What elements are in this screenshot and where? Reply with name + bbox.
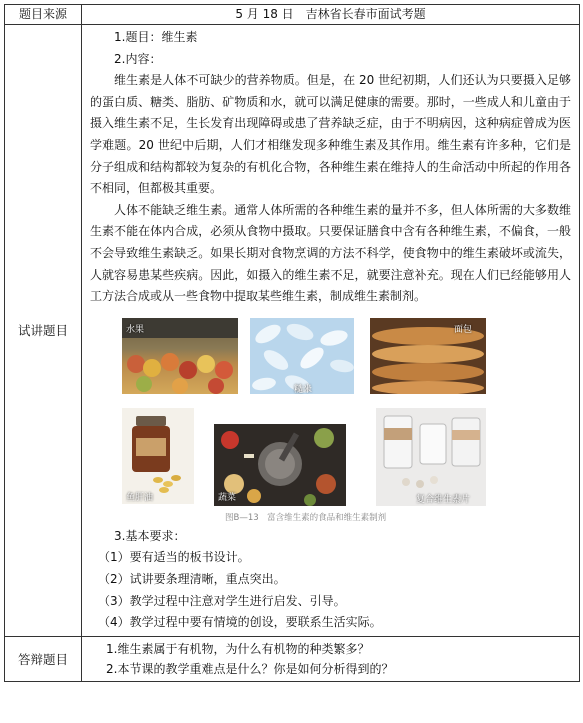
bread-photo (370, 318, 486, 394)
vegetables-photo (214, 424, 346, 506)
requirement-item: （3）教学过程中注意对学生进行启发、引导。 (98, 593, 346, 608)
defense-content (82, 636, 580, 681)
textbook-figure (90, 312, 571, 523)
requirement-item: （2）试讲要条理清晰，重点突出。 (98, 571, 286, 586)
requirements-heading: 3.基本要求： (114, 528, 186, 543)
fruit-photo (122, 318, 238, 394)
paragraph-2: 人体不能缺乏维生素。通常人体所需的各种维生素的量并不多，但人体所需的大多数维生素不能在体内合成，必须从食物中摄取。只要保证膳食中含有各种维生素，不偏食，一般不会导致维生素缺乏。如果长期对食物烹调的方法不科学，使食物中的维生素破坏或流失，人就容易患某些疾病。因此，如摄入的维生素不足，就要注意补充。现在人们已经能够用人工方法合成或从一些食物中提取某些维生素，制成维生素制剂。 (90, 202, 571, 304)
figure-caption: 图B—13 富含维生素的食品和维生素制剂 (225, 512, 387, 523)
tablets-label: 复合维生素片 (416, 494, 471, 505)
defense-question: 2.本节课的教学重难点是什么？你是如何分析得到的？ (106, 661, 394, 676)
exam-table (4, 4, 580, 682)
fish-oil-label: 鱼肝油 (126, 492, 154, 503)
fruit-label: 水果 (126, 324, 145, 335)
source-label: 题目来源 (5, 5, 82, 25)
source-value: 5 月 18 日 吉林省长春市面试考题 (82, 5, 580, 25)
lecture-label: 试讲题目 (5, 25, 82, 637)
content-heading: 2.内容： (114, 51, 162, 66)
defense-row (5, 636, 580, 681)
lecture-row (5, 25, 580, 637)
requirement-item: （1）要有适当的板书设计。 (98, 550, 250, 565)
defense-question: 1.维生素属于有机物，为什么有机物的种类繁多？ (106, 641, 370, 656)
bread-label: 面包 (454, 324, 473, 335)
rice-label: 糙米 (294, 384, 313, 394)
tablets-photo (376, 408, 486, 506)
header-row (5, 5, 580, 25)
requirement-item: （4）教学过程中要有情境的创设，要联系生活实际。 (98, 615, 382, 630)
defense-label: 答辩题目 (5, 636, 82, 681)
fish-oil-photo (122, 408, 194, 504)
topic-title: 1.题目：维生素 (114, 30, 198, 44)
rice-photo (250, 318, 354, 394)
vegetables-label: 蔬菜 (218, 492, 237, 503)
paragraph-1: 维生素是人体不可缺少的营养物质。但是，在 20 世纪初期，人们还认为只要摄入足够的蛋白质、糖类、脂肪、矿物质和水，就可以满足健康的需要。那时，一些成人和儿童由于摄入维生素不足，生长发育出现障碍或患了营养缺乏症，由于不明病因，这种病症曾成为医学难题。20 世纪中后期，人们才相继发现多种维生素及其作用。维生素有许多种，它们是分子组成和结构都较为复杂的有机化合物，各种维生素在维持人的生命活动中所起的作用各不相同，但都极其重要。 (90, 73, 571, 196)
lecture-content (82, 25, 580, 637)
